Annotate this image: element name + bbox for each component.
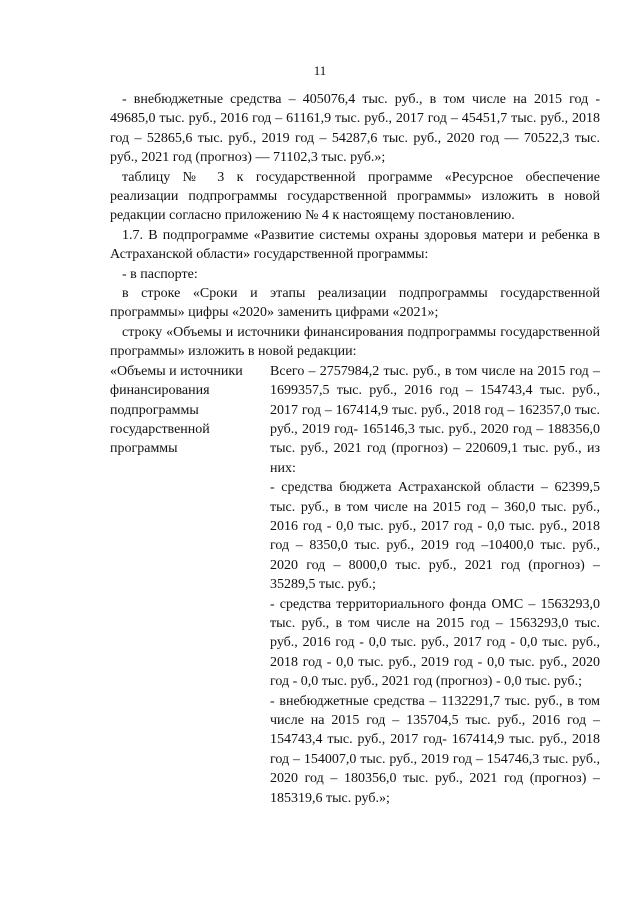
funding-total: Всего – 2757984,2 тыс. руб., в том числе на 2015 год – 1699357,5 тыс. руб., 2016 год – 154743,4 тыс. руб., 2017 год – 167414,9 тыс. руб., 2018 год – 162357,0 тыс. руб., 2019 год- 165146,3 тыс. руб., 2020 год – 188356,0 тыс. руб., 2021 год (прогноз) – 220609,1 тыс. руб., из них: (270, 363, 600, 476)
paragraph-funding-line: строку «Объемы и источники финансирования подпрограммы государственной программы» изложить в новой редакции: (110, 324, 600, 360)
page-number: 11 (313, 63, 327, 78)
document-body (110, 90, 600, 808)
paragraph-extrabudget: - внебюджетные средства – 405076,4 тыс. руб., в том числе на 2015 год - 49685,0 тыс. руб., 2016 год – 61161,9 тыс. руб., 2017 год – 45451,7 тыс. руб., 2018 год – 52865,6 тыс. руб., 2019 год – 54287,6 тыс. руб., 2020 год — 70522,3 тыс. руб., 2021 год (прогноз) — 71102,3 тыс. руб.»; (110, 92, 600, 166)
funding-oms: - средства территориального фонда ОМС – 1563293,0 тыс. руб., в том числе на 2015 год – 1563293,0 тыс. руб., 2016 год - 0,0 тыс. руб., 2017 год - 0,0 тыс. руб., 2018 год - 0,0 тыс. руб., 2019 год - 0,0 тыс. руб., 2020 год - 0,0 тыс. руб., 2021 год (прогноз) - 0,0 тыс. руб.; (270, 596, 600, 690)
paragraph-table3: таблицу № 3 к государственной программе «Ресурсное обеспечение реализации подпрограммы государственной программы» изложить в новой редакции согласно приложению № 4 к настоящему постановлению. (110, 169, 600, 224)
funding-regional-budget: - средства бюджета Астраханской области – 62399,5 тыс. руб., в том числе на 2015 год – 360,0 тыс. руб., 2016 год - 0,0 тыс. руб., 2017 год - 0,0 тыс. руб., 2018 год – 8350,0 тыс. руб., 2019 год –10400,0 тыс. руб., 2020 год – 8000,0 тыс. руб., 2021 год (прогноз) – 35289,5 тыс. руб.; (270, 480, 600, 593)
funding-table (110, 362, 600, 808)
paragraph-passport: - в паспорте: (122, 266, 198, 282)
funding-extrabudget: - внебюджетные средства – 1132291,7 тыс. руб., в том числе на 2015 год – 135704,5 тыс. руб., 2016 год – 154743,4 тыс. руб., 2017 год- 167414,9 тыс. руб., 2018 год – 154007,0 тыс. руб., 2019 год – 154746,3 тыс. руб., 2020 год – 180356,0 тыс. руб., 2021 год (прогноз) – 185319,6 тыс. руб.»; (270, 693, 600, 806)
funding-table-label: «Объемы и источники финансирования подпрограммы государственной программы (110, 363, 243, 457)
funding-table-values (270, 362, 600, 808)
paragraph-terms: в строке «Сроки и этапы реализации подпрограммы государственной программы» цифры «2020» заменить цифрами «2021»; (110, 286, 600, 321)
paragraph-subprogram: 1.7. В подпрограмме «Развитие системы охраны здоровья матери и ребенка в Астраханской области» государственной программы: (110, 227, 600, 263)
